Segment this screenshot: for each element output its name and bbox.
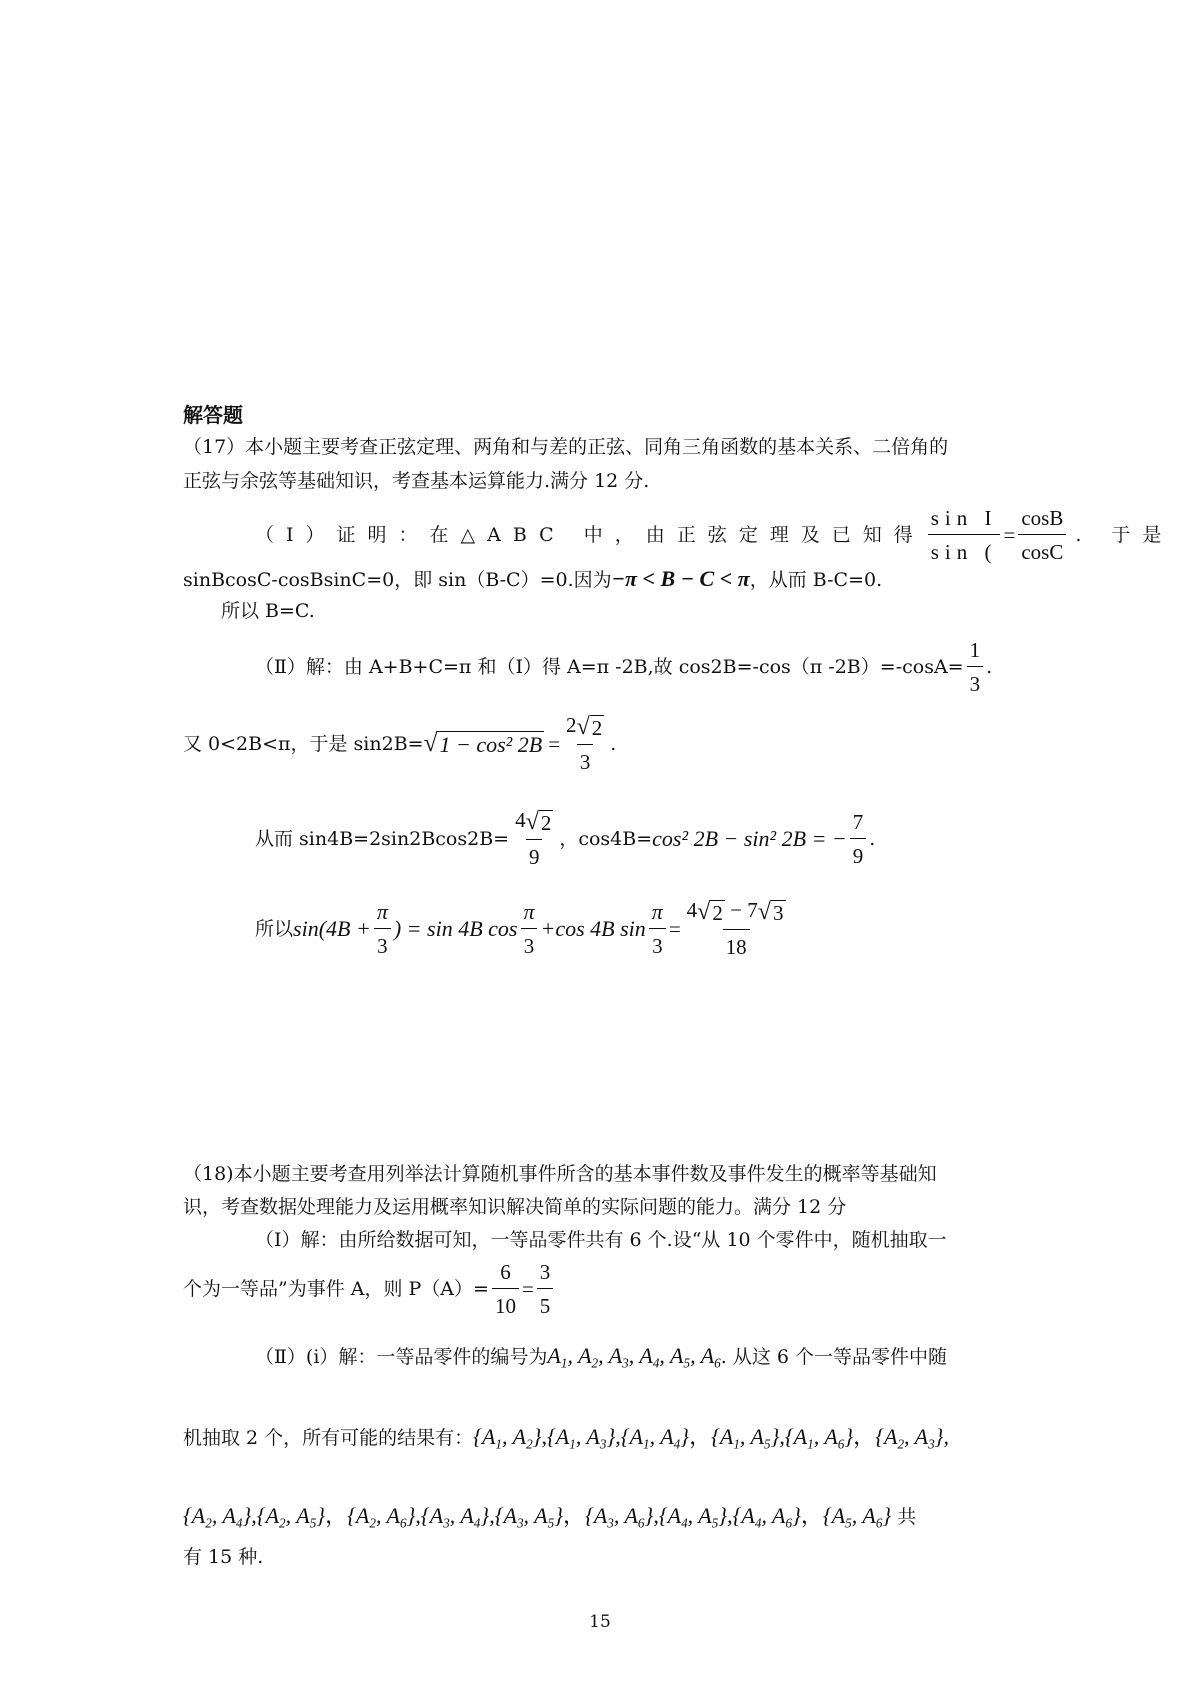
pair-set: {$A_1$, $A_6$}	[784, 1424, 854, 1452]
q18-part2-line3: {$A_2$, $A_4\},\{A_2$, $A_5$}，{$A_2$, $A_6\},\{A_3$, $A_4\},\{A_3$, $A_5$}，{$A_3$, $A_6\},\{A_4$, $A_5\},\{A_4$, $A_6$}，{$A_5$, $A_6$} 共	[183, 1503, 917, 1531]
q17-sqrt-expr: √ 1 − cos² 2B	[423, 729, 543, 758]
q18-intro-line2: 识，考查数据处理能力及运用概率知识解决简单的实际问题的能力。满分 12 分	[183, 1196, 847, 1218]
pair-set: {$A_2$, $A_6$}	[347, 1503, 416, 1531]
pair-set: {$A_1$, $A_2$}	[473, 1424, 542, 1452]
pair-set: {$A_2$, $A_5$}	[256, 1503, 326, 1531]
pair-set: {$A_3$, $A_6$}	[585, 1503, 654, 1531]
pair-set: {$A_3$, $A_4$}	[420, 1503, 490, 1531]
pair-set: {$A_5$, $A_6$}	[822, 1503, 892, 1531]
a-symbol: $A_6$	[700, 1343, 721, 1371]
q17-part1-line: （Ⅰ）证明：在△ABC 中，由正弦定理及已知得 $\frac{\text{sin I}}{\sin (}$ = $\frac{\cos B}{\cos C}$ . 于是	[255, 506, 1174, 564]
q18-pairs-line2: {$A_2$, $A_4\},\{A_2$, $A_5$}，{$A_2$, $A_6\},\{A_3$, $A_4\},\{A_3$, $A_5$}，{$A_3$, $A_6\},\{A_4$, $A_5\},\{A_4$, $A_6$}，{$A_5$, $A_6$}	[183, 1503, 892, 1531]
q17-part2-frac: $\frac{1}{3}$	[967, 640, 984, 695]
a-symbol: $A_4$	[639, 1343, 660, 1371]
pair-set: {$A_4$, $A_6$}	[732, 1503, 801, 1531]
pair-set: {$A_1$, $A_5$}	[711, 1424, 780, 1452]
q18-intro-line1: （18)本小题主要考查用列举法计算随机事件所含的基本事件数及事件发生的概率等基础知	[183, 1163, 937, 1185]
q17-cos4b-expr: cos² 2B − sin² 2B = −	[652, 826, 847, 852]
q17-part1-frac-left: $\frac{\text{sin I}}{\sin (}$	[928, 508, 1001, 563]
q17-line6-frac: 2 √ 2 3	[566, 713, 603, 775]
pair-set: {$A_2$, $A_3$}	[875, 1424, 944, 1452]
pair-set: {$A_2$, $A_4$}	[183, 1503, 252, 1531]
q17-intro-line2: 正弦与余弦等基础知识，考查基本运算能力.满分 12 分.	[183, 470, 650, 492]
q17-intro-line1: （17）本小题主要考查正弦定理、两角和与差的正弦、同角三角函数的基本关系、二倍角的	[183, 436, 949, 458]
pair-set: {$A_4$, $A_5$}	[658, 1503, 728, 1531]
q18-part1-line2: 个为一等品”为事件 A，则 P（A）= $\frac{6}{10}$ = $\frac{3}{5}$	[183, 1262, 556, 1317]
a-symbol: $A_1$	[547, 1343, 568, 1371]
q17-line4: 所以 B=C.	[221, 600, 315, 622]
q17-final-frac: 4 √ 2 − 7 √ 3 18	[686, 898, 784, 960]
pair-set: {$A_1$, $A_4$}	[620, 1424, 690, 1452]
q18-a-list: $A_1$, $A_2$, $A_3$, $A_4$, $A_5$, $A_6$	[547, 1343, 721, 1371]
q17-line6: 又 0<2B<π，于是 sin2B= √ 1 − cos² 2B = 2 √ 2 3 .	[183, 713, 617, 775]
a-symbol: $A_5$	[670, 1343, 691, 1371]
section-title: 解答题	[183, 403, 243, 427]
q17-inequality: −π < B − C < π	[611, 566, 750, 591]
q17-part1-frac-right: $\frac{\cos B}{\cos C}$	[1018, 508, 1066, 563]
q17-line7-frac1: 4 √ 2 9	[515, 808, 552, 870]
q18-part2-line2: 机抽取 2 个，所有可能的结果有：{$A_1$, $A_2\},\{A_1$, $A_3\},\{A_1$, $A_4$}，{$A_1$, $A_5\},\{A_1$, $A_6$}，{$A_2$, $A_3$},	[183, 1424, 949, 1452]
q17-line7-frac2: $\frac{7}{9}$	[850, 812, 867, 867]
q18-part1-line1: （Ⅰ）解：由所给数据可知，一等品零件共有 6 个.设“从 10 个零件中，随机抽取一	[255, 1229, 947, 1251]
a-symbol: $A_3$	[608, 1343, 629, 1371]
pair-set: {$A_3$, $A_5$}	[494, 1503, 563, 1531]
q18-part2-line1: （Ⅱ）(i）解：一等品零件的编号为$A_1$, $A_2$, $A_3$, $A_4$, $A_5$, $A_6$. 从这 6 个一等品零件中随	[255, 1343, 947, 1371]
q17-line7: 从而 sin4B=2sin2Bcos2B= 4 √ 2 9 ，cos4B= cos² 2B − sin² 2B = − $\frac{7}{9}$ .	[255, 808, 876, 870]
q17-part2-line: （Ⅱ）解：由 A+B+C=π 和（Ⅰ）得 A=π -2B,故 cos2B=-cos（π -2B）=-cosA= $\frac{1}{3}$ .	[255, 638, 993, 696]
q18-last-line: 有 15 种.	[183, 1546, 264, 1568]
q18-pairs-line1: {$A_1$, $A_2\},\{A_1$, $A_3\},\{A_1$, $A_4$}，{$A_1$, $A_5\},\{A_1$, $A_6$}，{$A_2$, $A_3$},	[473, 1424, 949, 1452]
q17-line8: 所以 sin(4B + $\frac{\pi}{3}$ ) = sin 4B cos $\frac{\pi}{3}$ +cos 4B sin $\frac{\pi}{3}$ = 4 √ 2 − 7 √ 3 18	[255, 900, 792, 958]
q17-line3: sinBcosC-cosBsinC=0，即 sin（B-C）=0.因为−π < B − C < π，从而 B-C=0.	[183, 566, 883, 591]
a-symbol: $A_2$	[578, 1343, 599, 1371]
page-number: 15	[589, 1612, 611, 1632]
q17-part1-text: （Ⅰ）证明：在△ABC 中，由正弦定理及已知得	[255, 524, 925, 546]
pair-set: {$A_1$, $A_3$}	[546, 1424, 616, 1452]
